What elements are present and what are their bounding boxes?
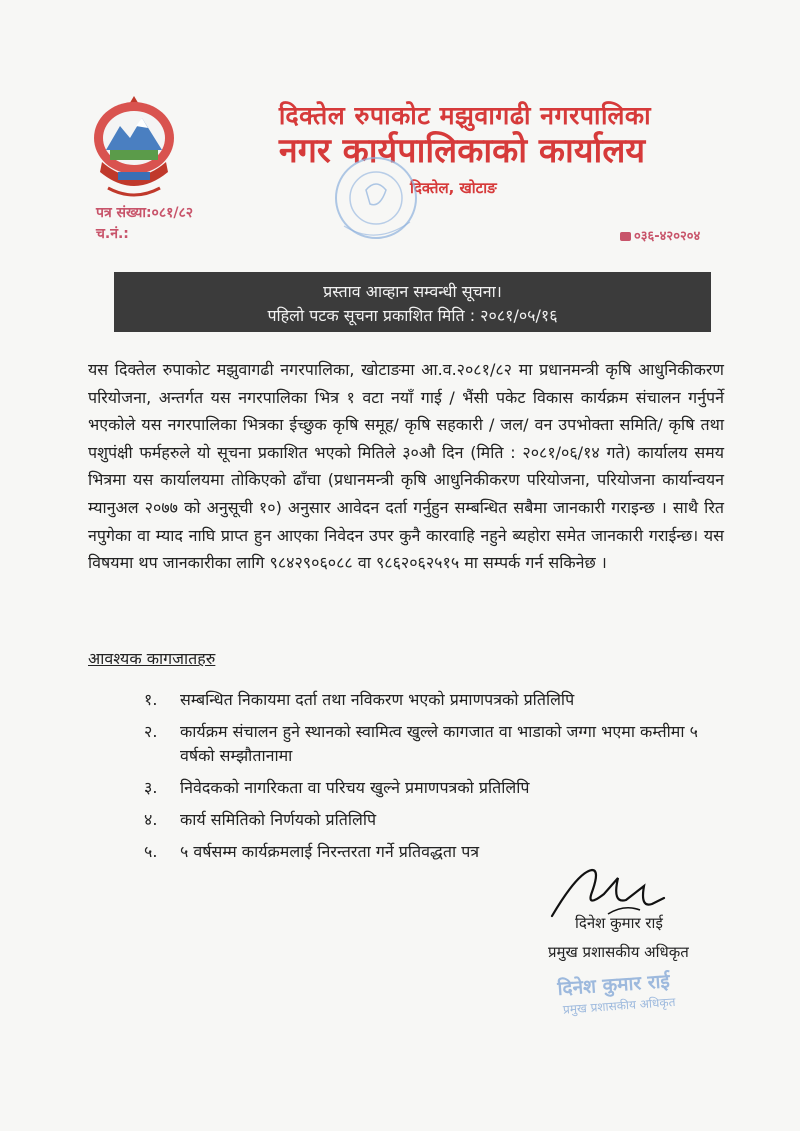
reference-number: पत्र संख्या:०८१/८२ — [96, 205, 194, 221]
signatory-title: प्रमुख प्रशासकीय अधिकृत — [548, 943, 689, 961]
list-item — [144, 840, 704, 864]
phone-number: ०३६-४२०२०४ — [634, 229, 701, 244]
dispatch-number: च.नं.: — [96, 226, 129, 242]
list-item-text: कार्य समितिको निर्णयको प्रतिलिपि — [180, 810, 377, 829]
notice-body: यस दिक्तेल रुपाकोट मझुवागढी नगरपालिका, खोटाङमा आ.व.२०८१/८२ मा प्रधानमन्त्री कृषि आधुनिकीकरण परियोजना, अन्तर्गत यस नगरपालिका भित्र १ वटा नयाँ गाई / भैंसी पकेट विकास कार्यक्रम संचालन गर्नुपर्ने भएकोले यस नगरपालिका भित्रका ईच्छुक कृषि समूह/ कृषि सहकारी / जल/ वन उपभोक्ता समिति/ कृषि तथा पशुपंक्षी फर्महरुले यो सूचना प्रकाशित भएको मितिले ३०औ दिन (मिति : २०८१/०६/१४ गते) कार्यालय समय भित्रमा यस कार्यालयमा तोकिएको ढाँचा (प्रधानमन्त्री कृषि आधुनिकीकरण परियोजना, परियोजना कार्यान्वयन म्यानुअल २०७७ को अनुसूची १०) अनुसार आवेदन दर्ता गर्नुहुन सम्बन्धित सबैमा जानकारी गराइन्छ । साथै रित नपुगेका वा म्याद नाघि प्राप्त हुन आएका निवेदन उपर कुनै कारवाहि नहुने ब्यहोरा समेत जानकारी गराईन्छ। यस विषयमा थप जानकारीका लागि ९८४२९०६०८८ वा ९८६२०६२५१५ मा सम्पर्क गर्न सकिनेछ । — [88, 360, 724, 573]
list-item — [144, 776, 704, 800]
stamp-name: दिनेश कुमार राई — [556, 970, 671, 1001]
list-item-number: ३. — [144, 778, 158, 797]
notice-heading-box — [114, 272, 711, 332]
list-item-number: ४. — [144, 810, 158, 829]
office-name: नगर कार्यपालिकाको कार्यालय — [278, 131, 646, 171]
stamp-title: प्रमुख प्रशासकीय अधिकृत — [562, 994, 676, 1017]
required-documents-list — [144, 688, 704, 872]
notice-title: प्रस्ताव आव्हान सम्वन्धी सूचना। — [323, 282, 502, 301]
signatory-name: दिनेश कुमार राई — [575, 914, 663, 932]
list-item-text: निवेदकको नागरिकता वा परिचय खुल्ने प्रमाणपत्रको प्रतिलिपि — [180, 778, 530, 797]
notice-published-date: पहिलो पटक सूचना प्रकाशित मिति : २०८१/०५/१६ — [267, 306, 558, 325]
list-item — [144, 720, 704, 768]
list-item-text: ५ वर्षसम्म कार्यक्रमलाई निरन्तरता गर्ने प्रतिवद्धता पत्र — [180, 842, 480, 861]
nepal-emblem-icon — [88, 92, 180, 204]
list-item-number: १. — [144, 690, 158, 709]
list-item-number: २. — [144, 722, 158, 741]
list-item — [144, 688, 704, 712]
office-phone — [620, 226, 700, 244]
phone-icon — [620, 232, 631, 241]
office-address: दिक्तेल, खोटाङ — [410, 179, 497, 197]
list-item-number: ५. — [144, 842, 158, 861]
list-item-text: कार्यक्रम संचालन हुने स्थानको स्वामित्व खुल्ले कागजात वा भाडाको जग्गा भएमा कम्तीमा ५ वर्षको सम्झौतानामा — [180, 722, 698, 765]
list-item-text: सम्बन्धित निकायमा दर्ता तथा नविकरण भएको प्रमाणपत्रको प्रतिलिपि — [180, 690, 575, 709]
official-stamp — [550, 963, 709, 1024]
required-documents-heading: आवश्यक कागजातहरु — [88, 649, 216, 668]
municipality-name: दिक्तेल रुपाकोट मझुवागढी नगरपालिका — [278, 101, 652, 130]
municipality-seal-icon — [318, 150, 436, 250]
list-item — [144, 808, 704, 832]
